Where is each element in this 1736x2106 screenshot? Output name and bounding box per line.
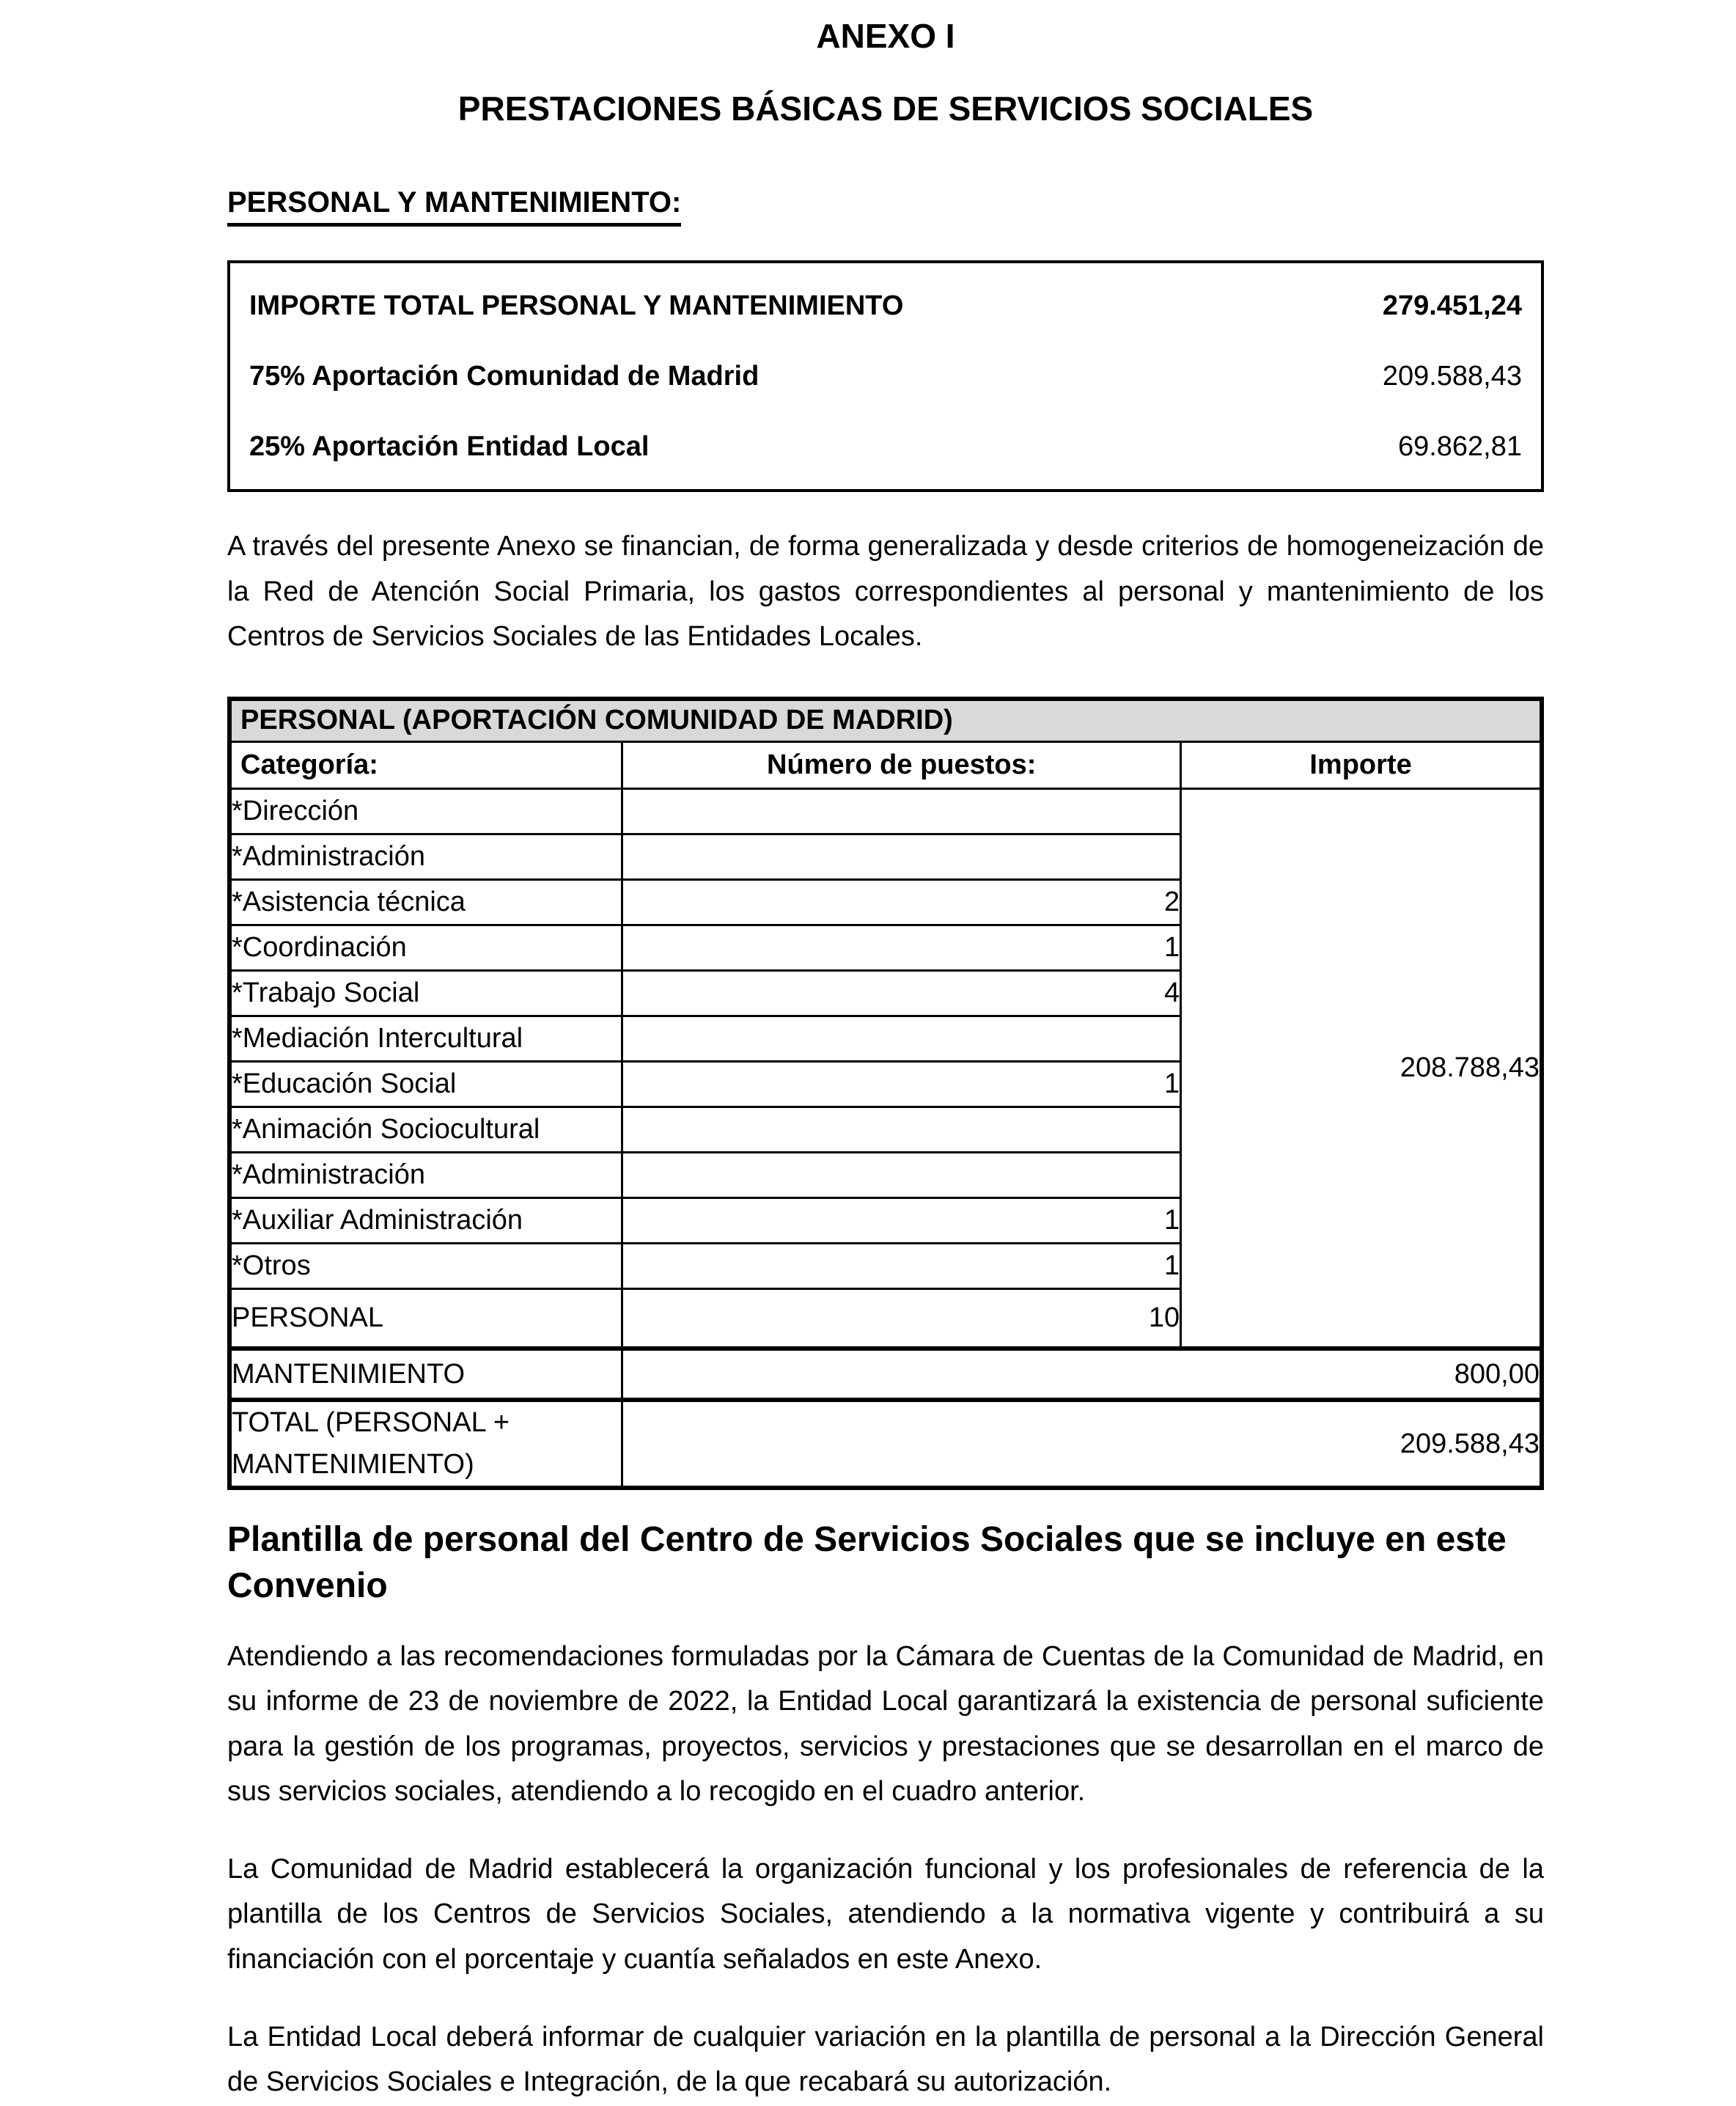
paragraph-camara: Atendiendo a las recomendaciones formuladas por la Cámara de Cuentas de la Comunidad de Madrid, en su informe de 23 de noviembre de 2022, la Entidad Local garantizará la existencia de personal suficiente para la gestión de los programas, proyectos, servicios y prestaciones que se desarrollan en el marco de sus servicios sociales, atendiendo a lo recogido en el cuadro anterior. — [227, 1640, 1544, 1808]
paragraph-entidad: La Entidad Local deberá informar de cualquier variación en la plantilla de personal a la Dirección General de Servicios Sociales e Integración, de la que recabará su autorización. — [227, 2021, 1544, 2098]
category-cell: *Mediación Intercultural — [229, 1016, 622, 1061]
category-cell: *Trabajo Social — [229, 970, 622, 1016]
personal-table-title: PERSONAL (APORTACIÓN COMUNIDAD DE MADRID) — [229, 699, 1542, 741]
column-header-categoria: Categoría: — [229, 741, 622, 788]
puestos-cell: 1 — [622, 1243, 1181, 1288]
doc-title-prestaciones: PRESTACIONES BÁSICAS DE SERVICIOS SOCIALES — [457, 89, 1314, 128]
summary-row-label: 75% Aportación Comunidad de Madrid — [249, 360, 760, 392]
total-value-cell: 209.588,43 — [622, 1400, 1542, 1488]
paragraph-comunidad: La Comunidad de Madrid establecerá la organización funcional y los profesionales de referencia de la plantilla de los Centros de Servicios Sociales, atendiendo a la normativa vigente y contribuirá a su financiación con el porcentaje y cuantía señalados en este Anexo. — [227, 1853, 1544, 1975]
table-row-total — [229, 1400, 1542, 1488]
category-cell: *Dirección — [229, 788, 622, 834]
category-cell: PERSONAL — [229, 1288, 622, 1349]
importe-merged-cell: 208.788,43 — [1181, 788, 1542, 1349]
table-title-row — [229, 699, 1542, 741]
summary-row-importe-total — [230, 271, 1541, 341]
category-cell: *Educación Social — [229, 1061, 622, 1107]
summary-row-value: 279.451,24 — [1382, 290, 1522, 321]
summary-table — [227, 260, 1544, 492]
doc-title-anexo: ANEXO I — [816, 17, 955, 55]
heading-plantilla: Plantilla de personal del Centro de Servicios Sociales que se incluye en este Convenio — [227, 1520, 1507, 1606]
total-label-cell: TOTAL (PERSONAL + MANTENIMIENTO) — [229, 1400, 622, 1488]
puestos-cell: 2 — [622, 879, 1181, 925]
category-cell: *Auxiliar Administración — [229, 1197, 622, 1243]
puestos-cell — [622, 1107, 1181, 1152]
category-cell: *Coordinación — [229, 925, 622, 970]
puestos-cell: 1 — [622, 925, 1181, 970]
mantenimiento-value-cell: 800,00 — [622, 1349, 1542, 1400]
paragraph-intro: A través del presente Anexo se financian, de forma generalizada y desde criterios de homogeneización de la Red de Atención Social Primaria, los gastos correspondientes al personal y mantenimiento de los Centros de Servicios Sociales de las Entidades Locales. — [227, 531, 1544, 653]
summary-row-value: 209.588,43 — [1382, 360, 1522, 392]
summary-row-aportacion-entidad — [230, 411, 1541, 482]
table-row — [229, 788, 1542, 834]
puestos-cell — [622, 834, 1181, 879]
puestos-cell: 1 — [622, 1061, 1181, 1107]
category-cell: *Administración — [229, 1152, 622, 1197]
puestos-cell — [622, 1152, 1181, 1197]
category-cell: *Asistencia técnica — [229, 879, 622, 925]
summary-row-value: 69.862,81 — [1397, 430, 1522, 462]
column-header-puestos: Número de puestos: — [622, 741, 1181, 788]
category-cell: *Otros — [229, 1243, 622, 1288]
section-heading-text: PERSONAL Y MANTENIMIENTO: — [227, 186, 681, 227]
summary-row-label: IMPORTE TOTAL PERSONAL Y MANTENIMIENTO — [249, 290, 904, 321]
category-cell: *Animación Sociocultural — [229, 1107, 622, 1152]
puestos-cell: 1 — [622, 1197, 1181, 1243]
puestos-cell: 10 — [622, 1288, 1181, 1349]
table-row-mantenimiento — [229, 1349, 1542, 1400]
table-header-row — [229, 741, 1542, 788]
category-cell: *Administración — [229, 834, 622, 879]
puestos-cell — [622, 1016, 1181, 1061]
category-cell: MANTENIMIENTO — [229, 1349, 622, 1400]
personal-table — [227, 697, 1544, 1490]
section-heading-personal-mantenimiento — [227, 186, 1544, 227]
summary-row-aportacion-comunidad — [230, 341, 1541, 411]
summary-row-label: 25% Aportación Entidad Local — [249, 430, 650, 462]
puestos-cell — [622, 788, 1181, 834]
column-header-importe: Importe — [1181, 741, 1542, 788]
puestos-cell: 4 — [622, 970, 1181, 1016]
